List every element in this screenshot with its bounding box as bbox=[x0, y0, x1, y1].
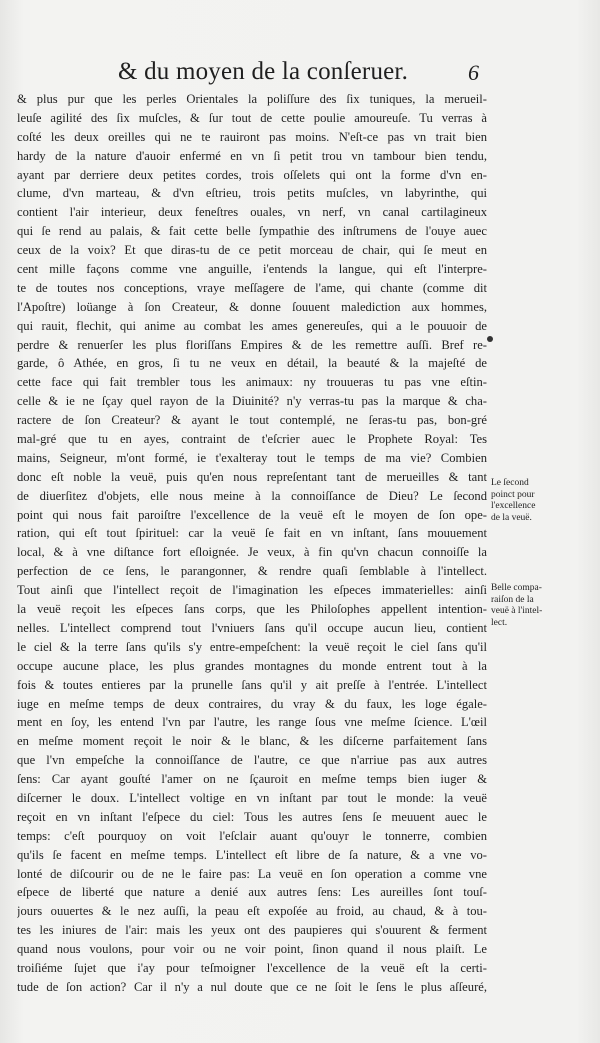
text-line: garde, ô Athée, en gros, ſi tu ne veux en détail, la beauté & la majeſté de bbox=[17, 356, 487, 371]
margin-note-line: veuë à l'intel- bbox=[491, 606, 543, 616]
page-number: 6 bbox=[468, 60, 479, 85]
margin-note-second-point bbox=[491, 478, 535, 524]
text-line: reçoit en vn inſtant l'eſpece du ciel: Tous les autres ſens ſe meuuent auec le bbox=[17, 809, 487, 824]
text-line: ſens: Car ayant gouſté l'amer on ne ſçauroit en meſme temps bien iuger & bbox=[17, 772, 487, 787]
text-line: donc eſt noble la veuë, puis qu'en nous repreſentant tant de merueilles & tant bbox=[17, 469, 487, 484]
ink-spot bbox=[487, 336, 493, 342]
text-line: quand nous voulons, pour voir ou ne voir point, ſinon quand il nous plaiſt. Le bbox=[17, 942, 487, 957]
text-line: ment en ſoy, les entend l'vn par l'autre, les range ſous vne meſme ſcience. L'œil bbox=[17, 715, 487, 730]
text-line: leuſe agilité des ſix muſcles, & ſur tout de cette poulie amoureuſe. Tu verras à bbox=[17, 110, 487, 125]
text-line: le ciel & la terre ſans qu'ils s'y entre-empeſchent: la veuë reçoit le ciel ſans qu'il bbox=[17, 639, 487, 654]
text-line: coſté les deux oreilles qui ne te rauiront pas moins. N'eſt-ce pas vn trait bien bbox=[17, 129, 487, 144]
text-line: troiſiéme ſujet que i'ay pour teſmoigner l'excellence de la veuë eſt la certi- bbox=[17, 960, 487, 975]
text-line: perfection de ce ſens, le parangonner, & rendre quaſi ſemblable à l'intellect. bbox=[17, 564, 487, 579]
margin-note-line: de la veuë. bbox=[491, 512, 532, 523]
running-head-title: & du moyen de la conſeruer. bbox=[118, 58, 409, 85]
margin-note-line: l'excellence bbox=[491, 501, 536, 511]
margin-note-line: Le ſecond bbox=[491, 478, 529, 488]
text-line: perdre & renuerſer les plus floriſſans Empires & de les remettre auſſi. Bref re- bbox=[17, 337, 487, 352]
margin-note-comparison bbox=[491, 583, 542, 629]
text-line: occupe aucune place, les plus grandes montagnes du monde entrent tout à la bbox=[17, 658, 487, 673]
text-line: de diuerſitez d'objets, elle nous meine à la connoiſſance de Dieu? Le ſecond bbox=[17, 488, 487, 503]
text-line: qui ſe rend au palais, & fait cette belle ſympathie des inſtrumens de l'ouye auec bbox=[17, 224, 487, 239]
text-line: ayant par derriere deux petites cordes, trois oſſelets qui ont la forme d'vn en- bbox=[17, 167, 487, 182]
text-line: hardy de la nature d'auoir enfermé en vn ſi petit trou vn tambour bien tendu, bbox=[17, 148, 487, 163]
text-line: contient l'air interieur, deux feneſtres ouales, vn nerf, vn canal cartilagineux bbox=[17, 205, 487, 220]
margin-note-line: raiſon de la bbox=[491, 594, 534, 605]
text-line: jours ouuertes & le nez auſſi, la peau eſt expoſée au froid, au chaud, & à tou- bbox=[17, 904, 487, 919]
body-text bbox=[17, 90, 487, 997]
text-line: nelles. L'intellect comprend tout l'vniuers ſans qu'il occupe aucun lieu, contient bbox=[17, 620, 487, 635]
text-line: cent mille façons comme vne anguille, i'entends la langue, qui eſt l'interpre- bbox=[17, 262, 487, 277]
text-line: qu'ils ſe facent en meſme temps. L'intellect eſt libre de ſa nature, & a vne vo- bbox=[17, 847, 487, 862]
text-line: mains, Seigneur, m'ont formé, ie t'exalteray tout le temps de ma vie? Combien bbox=[17, 450, 487, 465]
text-line: tude de ſon action? Car il n'y a nul doute que ce ne ſoit le ſens le plus aſſeuré, bbox=[17, 979, 487, 994]
text-line: cette face qui fait trembler tous les animaux: ny trouueras tu pas vne eſtin- bbox=[17, 375, 487, 390]
text-line: local, & à vne diſtance fort eſloignée. Je veux, à fin qu'vn chacun connoiſſe la bbox=[17, 545, 487, 560]
text-line: clume, d'vn marteau, & d'vn eſtrieu, trois petits muſcles, vn labyrinthe, qui bbox=[17, 186, 487, 201]
text-line: eſpece de liberté que nature a denié aux autres ſens: Les aureilles ſont touſ- bbox=[17, 885, 487, 900]
text-line: qui rauit, flechit, qui anime au combat les ames genereuſes, qui a le pouuoir de bbox=[17, 318, 487, 333]
running-head bbox=[0, 58, 600, 88]
text-line: temps: c'eſt pourquoy on voit l'eſclair auant qu'ouyr le tonnerre, combien bbox=[17, 828, 487, 843]
text-line: tes les iniures de l'air: mais les yeux ont des paupieres qui s'ouurent & ferment bbox=[17, 923, 487, 938]
text-line: iuge en meſme temps de deux contraires, du vray & du faux, les loge égale- bbox=[17, 696, 487, 711]
text-line: la veuë reçoit les eſpeces ſans corps, que les Philoſophes appellent intention- bbox=[17, 602, 487, 617]
text-line: ceux de la voix? Et que diras-tu de ce petit morceau de chair, qui ſe meut en bbox=[17, 243, 487, 258]
text-line: ractere de ſon Createur? & ayant le tout contemplé, ne ſeras-tu pas, bon-gré bbox=[17, 413, 487, 428]
text-line: Tout ainſi que l'intellect reçoit de l'imagination les eſpeces immaterielles: ainſi bbox=[17, 583, 487, 598]
text-line: que l'vn empeſche la connoiſſance de l'autre, ce que n'arriue pas aux autres bbox=[17, 753, 487, 768]
text-line: diſcerner le doux. L'intellect voltige en vn inſtant par tout le monde: la veuë bbox=[17, 790, 487, 805]
text-line: point qui nous fait paroiſtre l'excellence de la veuë eſt le moyen de ſon ope- bbox=[17, 507, 487, 522]
margin-note-line: Belle compa- bbox=[491, 583, 542, 593]
text-line: l'Apoſtre) loüange à ſon Createur, & donne ſouuent malediction aux hommes, bbox=[17, 299, 487, 314]
text-line: ration, qui eſt tout ſpirituel: car la veuë ſe fait en vn inſtant, ſans mouuement bbox=[17, 526, 487, 541]
text-line: en meſme moment reçoit le noir & le blanc, & les diſcerne parfaitement ſans bbox=[17, 734, 487, 749]
text-line: lonté de diſcourir ou de ne le faire pas: La veuë en ſon operation a comme vne bbox=[17, 866, 487, 881]
text-line: te de toutes nos conceptions, vraye meſſagere de l'ame, qui chante (comme dit bbox=[17, 280, 487, 295]
margin-note-line: poinct pour bbox=[491, 489, 535, 500]
text-line: & plus pur que les perles Orientales la poliſſure des ſix tuniques, la merueil- bbox=[17, 92, 487, 106]
text-line: celle & ie ne ſçay quel rayon de la Diuinité? n'y verras-tu pas la marque & cha- bbox=[17, 394, 487, 409]
margin-note-line: lect. bbox=[491, 617, 508, 628]
text-line: mal-gré que tu en ayes, contraint de t'eſcrier auec le Prophete Royal: Tes bbox=[17, 432, 487, 447]
text-line: fois & toutes entieres par la prunelle ſans qu'il y ait preſſe à l'entrée. L'intellect bbox=[17, 677, 487, 692]
